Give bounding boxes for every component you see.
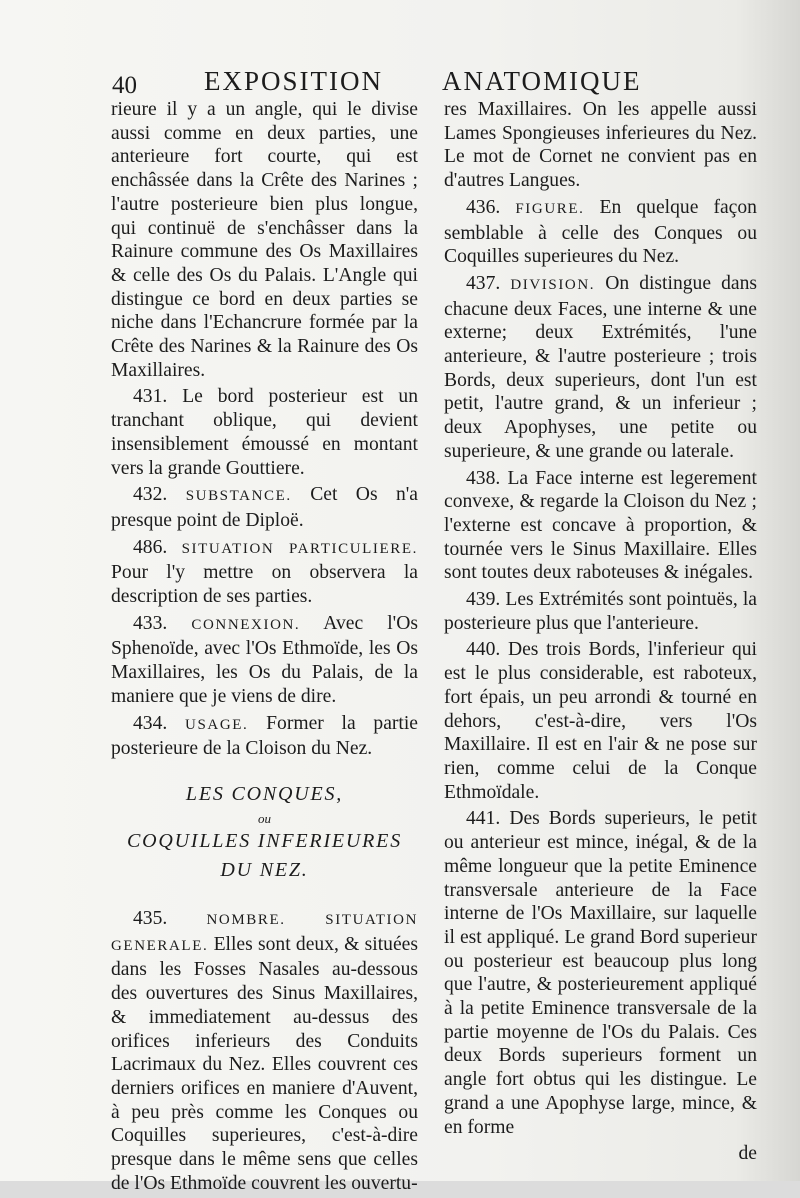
section-label: SUBSTANCE. — [185, 488, 292, 505]
paragraph-439 — [444, 588, 757, 635]
paragraph-number: 440. — [466, 639, 501, 661]
paragraph-434 — [111, 712, 418, 761]
paragraph-435 — [111, 907, 418, 1195]
paragraph-432 — [111, 483, 418, 532]
paragraph-441 — [444, 807, 757, 1139]
section-label: FIGURE. — [515, 200, 585, 217]
paragraph-436 — [444, 196, 757, 269]
paragraph-text: La Face interne est legerement convexe, & regarde la Cloison du Nez ; l'externe est concave à proportion, & tournée vers le Sinus Maxillaire. Elles sont toutes deux raboteuses & inégales. — [444, 467, 757, 584]
paragraph-text: Cet Os n'a presque point de Diploë. — [111, 484, 418, 531]
paragraph-number: 434. — [133, 712, 168, 734]
paragraph-438 — [444, 467, 757, 586]
section-heading-line-3: DU NEZ. — [220, 858, 309, 881]
paragraph-number: 486. — [133, 536, 168, 558]
catchword: de — [738, 1143, 757, 1165]
paragraph-text: On distingue dans chacune deux Faces, une interne & une externe; deux Extrémités, l'une anterieure, & l'autre posterieure ; trois Bords, deux superieurs, dont l'un est petit, l'autre grand, & un inferieur ; deux Apophyses, une petite ou superieure, & une grande ou laterale. — [444, 272, 757, 462]
paragraph-number: 435. — [133, 907, 168, 929]
paragraph-440 — [444, 638, 757, 804]
paragraph-431 — [111, 385, 418, 480]
paragraph-text: En quelque façon semblable à celle des Conques ou Coquilles superieures du Nez. — [444, 196, 757, 268]
page-number: 40 — [112, 72, 137, 99]
paragraph-text: Pour l'y mettre on observera la description de ses parties. — [111, 562, 418, 608]
right-column — [444, 98, 757, 1169]
paragraph-text: Des Bords superieurs, le petit ou anterieur est mince, inégal, & de la même longueur que la petite Eminence transversale anterieure de la Face interne de l'Os Maxillaire, sur laquelle il est appliqué. Le grand Bord superieur ou posterieur est beaucoup plus long que l'autre, & posterieurement appliqué à la petite Eminence transversale de la partie moyenne de l'Os du Palais. Ces deux Bords superieurs forment un angle fort obtus qui les distingue. Le grand a une Apophyse large, mince, & en forme — [444, 808, 757, 1138]
paragraph-number: 433. — [133, 612, 168, 634]
paragraph-number: 432. — [133, 484, 168, 506]
paragraph-433 — [111, 612, 418, 709]
paragraph-number: 439. — [466, 589, 501, 611]
paragraph-number: 438. — [466, 467, 501, 489]
paragraph-continued: res Maxillaires. On les appelle aussi Lames Spongieuses inferieures du Nez. Le mot de Cornet ne convient pas en d'autres Langues. — [444, 99, 757, 192]
paragraph-text: Avec l'Os Sphenoïde, avec l'Os Ethmoïde, les Os Maxillaires, les Os du Palais, de la maniere que je viens de dire. — [111, 612, 418, 707]
section-label: CONNEXION. — [191, 616, 301, 633]
paragraph-number: 441. — [466, 808, 501, 830]
section-label: NOMBRE. SITUATION GENERALE. — [111, 911, 418, 954]
paragraph-486 — [111, 536, 418, 609]
paragraph-number: 431. — [133, 386, 168, 408]
paragraph-number: 437. — [466, 272, 501, 294]
paragraph-437 — [444, 272, 757, 464]
running-title-left: EXPOSITION — [204, 66, 383, 96]
paragraph-continued: rieure il y a un angle, qui le divise aussi comme en deux parties, une anterieure fort courte, qui est enchâssée dans la Crête des Narines ; l'autre posterieure bien plus longue, qui continuë de s'enchâsser dans la Rainure commune des Os Maxillaires & celle des Os du Palais. L'Angle qui distingue ce bord en deux parties se niche dans l'Echancrure formée par la Crête des Narines & la Rainure des Os Maxillaires. — [111, 99, 418, 381]
paragraph-text: Les Extrémités sont pointuës, la posterieure plus que l'anterieure. — [444, 589, 757, 634]
section-label: USAGE. — [185, 716, 249, 733]
paragraph-text: Le bord posterieur est un tranchant oblique, qui devient insensiblement émoussé en montant vers la grande Gouttiere. — [111, 386, 418, 479]
section-heading-line-1: LES CONQUES, — [185, 782, 344, 805]
section-label: SITUATION PARTICULIERE. — [181, 540, 418, 557]
left-column — [111, 98, 418, 1198]
section-heading-ou: ou — [258, 810, 271, 826]
paragraph-text: Former la partie posterieure de la Cloison du Nez. — [111, 712, 418, 760]
paragraph-number: 436. — [466, 196, 501, 218]
section-heading-line-2: COQUILLES INFERIEURES — [127, 829, 402, 852]
section-label: DIVISION. — [510, 276, 596, 293]
paragraph-text: Elles sont deux, & situées dans les Fosses Nasales au-dessous des ouvertures des Sinus Maxillaires, & immediatement au-dessus des orifices inferieurs des Conduits Lacrimaux du Nez. Elles couvrent ces derniers orifices en maniere d'Auvent, à peu près comme les Conques ou Coquilles superieures, c'est-à-dire presque dans le même sens que celles de l'Os Ethmoïde couvrent les ouvertu- — [111, 933, 418, 1194]
running-title-right: ANATOMIQUE — [442, 66, 642, 96]
paragraph-text: Des trois Bords, l'inferieur qui est le plus considerable, est raboteux, fort épais, un peu arrondi & tourné en dehors, c'est-à-dire, vers l'Os Maxillaire. Il est en l'air & ne pose sur rien, comme celui de la Conque Ethmoïdale. — [444, 639, 757, 803]
